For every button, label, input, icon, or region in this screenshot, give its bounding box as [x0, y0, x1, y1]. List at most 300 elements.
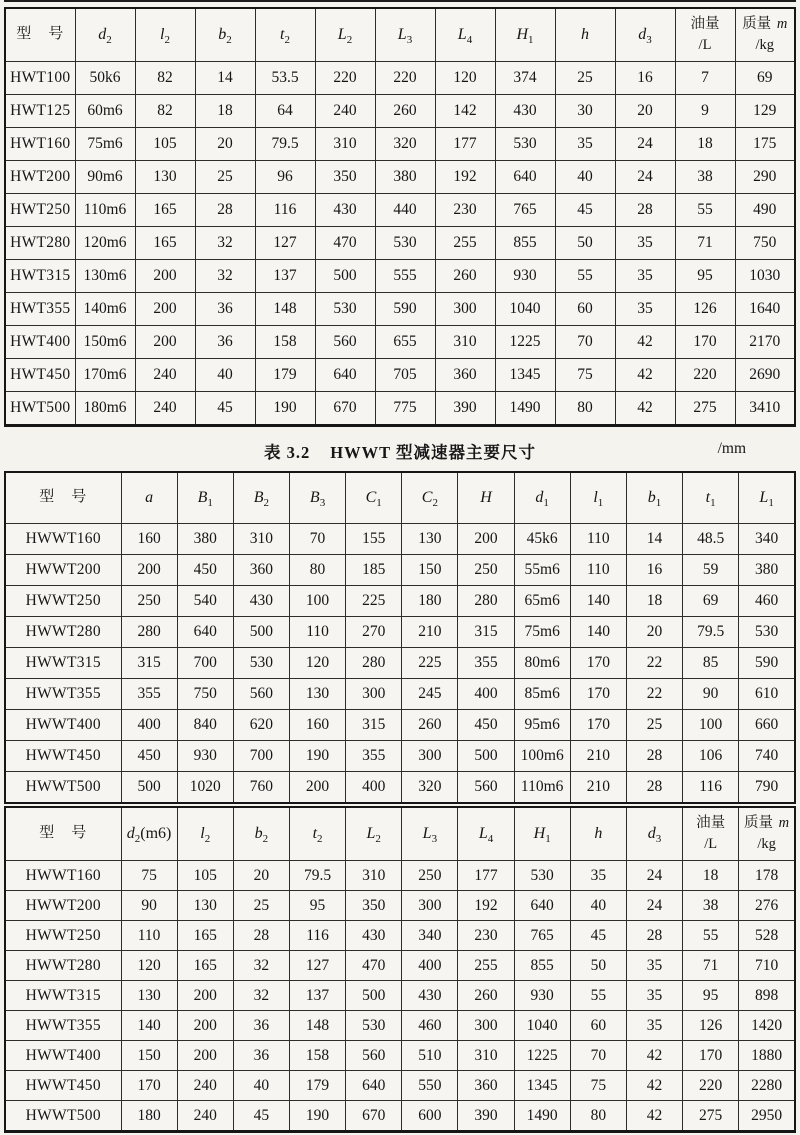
value-cell: 355 — [346, 741, 402, 772]
value-cell: 55m6 — [514, 555, 570, 586]
table-row — [5, 710, 795, 741]
value-cell: 2170 — [735, 326, 795, 359]
value-cell: 36 — [195, 293, 255, 326]
value-cell: 95 — [683, 981, 739, 1011]
value-cell: 50 — [555, 227, 615, 260]
value-cell: 775 — [375, 392, 435, 426]
value-cell: 42 — [615, 359, 675, 392]
value-cell: 1225 — [514, 1041, 570, 1071]
table-row — [5, 617, 795, 648]
model-cell: HWWT200 — [5, 555, 121, 586]
value-cell: 75 — [121, 861, 177, 891]
value-cell: 240 — [135, 359, 195, 392]
value-cell: 340 — [402, 921, 458, 951]
value-cell: 127 — [289, 951, 345, 981]
column-header: $H_1$ — [514, 807, 570, 861]
value-cell: 500 — [346, 981, 402, 1011]
column-header: 油量 /L — [683, 807, 739, 861]
value-cell: 740 — [739, 741, 795, 772]
value-cell: 3410 — [735, 392, 795, 426]
value-cell: 450 — [121, 741, 177, 772]
value-cell: 2690 — [735, 359, 795, 392]
value-cell: 280 — [458, 586, 514, 617]
value-cell: 640 — [514, 891, 570, 921]
value-cell: 550 — [402, 1071, 458, 1101]
value-cell: 69 — [683, 586, 739, 617]
value-cell: 170 — [570, 710, 626, 741]
value-cell: 110m6 — [514, 772, 570, 804]
value-cell: 160 — [121, 524, 177, 555]
value-cell: 700 — [233, 741, 289, 772]
value-cell: 790 — [739, 772, 795, 804]
value-cell: 315 — [458, 617, 514, 648]
value-cell: 640 — [495, 161, 555, 194]
value-cell: 35 — [570, 861, 626, 891]
column-header: 油量 /L — [675, 8, 735, 62]
column-header: $d_2(m6)$ — [121, 807, 177, 861]
column-header: 型 号 — [5, 8, 75, 62]
value-cell: 530 — [375, 227, 435, 260]
column-header: $b_2$ — [195, 8, 255, 62]
value-cell: 80 — [289, 555, 345, 586]
column-header: $t_2$ — [255, 8, 315, 62]
column-header: $l_2$ — [177, 807, 233, 861]
value-cell: 930 — [177, 741, 233, 772]
value-cell: 48.5 — [683, 524, 739, 555]
value-cell: 110 — [570, 524, 626, 555]
value-cell: 148 — [289, 1011, 345, 1041]
value-cell: 240 — [135, 392, 195, 426]
value-cell: 110m6 — [75, 194, 135, 227]
value-cell: 177 — [458, 861, 514, 891]
column-header: $L_2$ — [315, 8, 375, 62]
value-cell: 130m6 — [75, 260, 135, 293]
value-cell: 360 — [458, 1071, 514, 1101]
table-row — [5, 194, 795, 227]
table-row — [5, 891, 795, 921]
value-cell: 20 — [233, 861, 289, 891]
value-cell: 225 — [346, 586, 402, 617]
value-cell: 840 — [177, 710, 233, 741]
value-cell: 180m6 — [75, 392, 135, 426]
value-cell: 310 — [458, 1041, 514, 1071]
value-cell: 71 — [675, 227, 735, 260]
table-row — [5, 524, 795, 555]
value-cell: 190 — [289, 1101, 345, 1132]
value-cell: 530 — [739, 617, 795, 648]
value-cell: 75m6 — [514, 617, 570, 648]
value-cell: 28 — [615, 194, 675, 227]
value-cell: 660 — [739, 710, 795, 741]
value-cell: 320 — [375, 128, 435, 161]
value-cell: 36 — [233, 1041, 289, 1071]
value-cell: 210 — [402, 617, 458, 648]
table-row — [5, 861, 795, 891]
column-header: $t_1$ — [683, 472, 739, 524]
value-cell: 90 — [683, 679, 739, 710]
value-cell: 179 — [255, 359, 315, 392]
value-cell: 175 — [735, 128, 795, 161]
value-cell: 30 — [555, 95, 615, 128]
table-row — [5, 648, 795, 679]
value-cell: 116 — [289, 921, 345, 951]
table-caption — [4, 439, 796, 465]
value-cell: 400 — [402, 951, 458, 981]
value-cell: 126 — [683, 1011, 739, 1041]
value-cell: 120 — [435, 62, 495, 95]
column-header: $C_1$ — [346, 472, 402, 524]
value-cell: 400 — [121, 710, 177, 741]
model-cell: HWWT250 — [5, 586, 121, 617]
value-cell: 90 — [121, 891, 177, 921]
table-row — [5, 326, 795, 359]
value-cell: 1345 — [514, 1071, 570, 1101]
value-cell: 55 — [570, 981, 626, 1011]
value-cell: 300 — [346, 679, 402, 710]
value-cell: 300 — [402, 891, 458, 921]
model-cell: HWT100 — [5, 62, 75, 95]
value-cell: 16 — [626, 555, 682, 586]
value-cell: 150 — [402, 555, 458, 586]
value-cell: 260 — [402, 710, 458, 741]
value-cell: 36 — [195, 326, 255, 359]
column-header: $B_1$ — [177, 472, 233, 524]
value-cell: 1880 — [739, 1041, 795, 1071]
value-cell: 200 — [177, 1011, 233, 1041]
hwt-dimension-table — [4, 7, 796, 427]
model-cell: HWWT500 — [5, 1101, 121, 1132]
table-row — [5, 62, 795, 95]
value-cell: 500 — [121, 772, 177, 804]
model-cell: HWT280 — [5, 227, 75, 260]
value-cell: 158 — [289, 1041, 345, 1071]
model-cell: HWWT200 — [5, 891, 121, 921]
column-header: $B_2$ — [233, 472, 289, 524]
table-row — [5, 555, 795, 586]
value-cell: 35 — [615, 260, 675, 293]
caption-label: 表 3.2 — [264, 443, 311, 462]
value-cell: 165 — [177, 951, 233, 981]
value-cell: 230 — [458, 921, 514, 951]
value-cell: 555 — [375, 260, 435, 293]
value-cell: 90m6 — [75, 161, 135, 194]
value-cell: 18 — [195, 95, 255, 128]
value-cell: 22 — [626, 648, 682, 679]
value-cell: 178 — [739, 861, 795, 891]
value-cell: 140m6 — [75, 293, 135, 326]
value-cell: 55 — [683, 921, 739, 951]
value-cell: 374 — [495, 62, 555, 95]
value-cell: 355 — [121, 679, 177, 710]
value-cell: 140 — [121, 1011, 177, 1041]
value-cell: 750 — [735, 227, 795, 260]
value-cell: 640 — [315, 359, 375, 392]
value-cell: 79.5 — [289, 861, 345, 891]
value-cell: 18 — [675, 128, 735, 161]
value-cell: 45 — [570, 921, 626, 951]
value-cell: 28 — [626, 741, 682, 772]
model-cell: HWT450 — [5, 359, 75, 392]
value-cell: 260 — [435, 260, 495, 293]
value-cell: 40 — [233, 1071, 289, 1101]
table-row — [5, 586, 795, 617]
value-cell: 25 — [233, 891, 289, 921]
value-cell: 60 — [570, 1011, 626, 1041]
value-cell: 765 — [514, 921, 570, 951]
value-cell: 165 — [135, 194, 195, 227]
value-cell: 18 — [683, 861, 739, 891]
value-cell: 75 — [555, 359, 615, 392]
value-cell: 930 — [514, 981, 570, 1011]
value-cell: 200 — [458, 524, 514, 555]
value-cell: 42 — [626, 1071, 682, 1101]
value-cell: 14 — [195, 62, 255, 95]
value-cell: 22 — [626, 679, 682, 710]
value-cell: 440 — [375, 194, 435, 227]
value-cell: 275 — [683, 1101, 739, 1132]
value-cell: 190 — [255, 392, 315, 426]
value-cell: 96 — [255, 161, 315, 194]
value-cell: 255 — [435, 227, 495, 260]
value-cell: 35 — [615, 293, 675, 326]
table-row — [5, 1071, 795, 1101]
value-cell: 95 — [289, 891, 345, 921]
table-row — [5, 161, 795, 194]
value-cell: 42 — [615, 326, 675, 359]
value-cell: 1640 — [735, 293, 795, 326]
value-cell: 28 — [195, 194, 255, 227]
page-top-rule — [4, 0, 796, 2]
value-cell: 190 — [289, 741, 345, 772]
table-row — [5, 293, 795, 326]
value-cell: 142 — [435, 95, 495, 128]
model-cell: HWWT400 — [5, 1041, 121, 1071]
value-cell: 80 — [570, 1101, 626, 1132]
value-cell: 85 — [683, 648, 739, 679]
value-cell: 200 — [177, 981, 233, 1011]
model-cell: HWWT500 — [5, 772, 121, 804]
table-row — [5, 1011, 795, 1041]
column-header: $L_3$ — [375, 8, 435, 62]
value-cell: 170 — [675, 326, 735, 359]
value-cell: 9 — [675, 95, 735, 128]
model-cell: HWWT315 — [5, 981, 121, 1011]
value-cell: 170 — [121, 1071, 177, 1101]
value-cell: 245 — [402, 679, 458, 710]
model-cell: HWWT355 — [5, 679, 121, 710]
value-cell: 110 — [570, 555, 626, 586]
value-cell: 179 — [289, 1071, 345, 1101]
value-cell: 120m6 — [75, 227, 135, 260]
value-cell: 170 — [570, 679, 626, 710]
value-cell: 32 — [195, 227, 255, 260]
column-header: $L_2$ — [346, 807, 402, 861]
value-cell: 25 — [195, 161, 255, 194]
model-cell: HWWT160 — [5, 524, 121, 555]
column-header: H — [458, 472, 514, 524]
column-header: h — [555, 8, 615, 62]
value-cell: 1020 — [177, 772, 233, 804]
value-cell: 390 — [458, 1101, 514, 1132]
value-cell: 95 — [675, 260, 735, 293]
value-cell: 700 — [177, 648, 233, 679]
table-row — [5, 1101, 795, 1132]
value-cell: 59 — [683, 555, 739, 586]
column-header: $l_1$ — [570, 472, 626, 524]
value-cell: 165 — [135, 227, 195, 260]
hwwt-main-dimension-table — [4, 471, 796, 804]
value-cell: 240 — [315, 95, 375, 128]
value-cell: 640 — [177, 617, 233, 648]
value-cell: 137 — [255, 260, 315, 293]
column-header: $t_2$ — [289, 807, 345, 861]
value-cell: 500 — [233, 617, 289, 648]
value-cell: 430 — [346, 921, 402, 951]
value-cell: 560 — [458, 772, 514, 804]
model-cell: HWWT450 — [5, 741, 121, 772]
value-cell: 360 — [435, 359, 495, 392]
value-cell: 110 — [121, 921, 177, 951]
value-cell: 320 — [402, 772, 458, 804]
value-cell: 275 — [675, 392, 735, 426]
value-cell: 140 — [570, 617, 626, 648]
value-cell: 705 — [375, 359, 435, 392]
table-row — [5, 359, 795, 392]
value-cell: 600 — [402, 1101, 458, 1132]
value-cell: 120 — [289, 648, 345, 679]
value-cell: 855 — [495, 227, 555, 260]
value-cell: 540 — [177, 586, 233, 617]
value-cell: 350 — [346, 891, 402, 921]
value-cell: 220 — [375, 62, 435, 95]
value-cell: 490 — [735, 194, 795, 227]
column-header: 质量 m /kg — [739, 807, 795, 861]
value-cell: 225 — [402, 648, 458, 679]
value-cell: 430 — [495, 95, 555, 128]
value-cell: 460 — [739, 586, 795, 617]
value-cell: 1030 — [735, 260, 795, 293]
value-cell: 220 — [675, 359, 735, 392]
value-cell: 130 — [135, 161, 195, 194]
value-cell: 2280 — [739, 1071, 795, 1101]
value-cell: 200 — [289, 772, 345, 804]
value-cell: 100 — [683, 710, 739, 741]
value-cell: 170 — [570, 648, 626, 679]
model-cell: HWT160 — [5, 128, 75, 161]
value-cell: 71 — [683, 951, 739, 981]
value-cell: 100 — [289, 586, 345, 617]
value-cell: 42 — [626, 1101, 682, 1132]
value-cell: 530 — [495, 128, 555, 161]
header-row — [5, 8, 795, 62]
value-cell: 310 — [346, 861, 402, 891]
value-cell: 470 — [346, 951, 402, 981]
value-cell: 25 — [555, 62, 615, 95]
value-cell: 42 — [626, 1041, 682, 1071]
value-cell: 82 — [135, 62, 195, 95]
value-cell: 130 — [289, 679, 345, 710]
value-cell: 2950 — [739, 1101, 795, 1132]
value-cell: 310 — [435, 326, 495, 359]
value-cell: 105 — [135, 128, 195, 161]
value-cell: 130 — [121, 981, 177, 1011]
value-cell: 530 — [233, 648, 289, 679]
column-header: 质量 m /kg — [735, 8, 795, 62]
value-cell: 655 — [375, 326, 435, 359]
value-cell: 255 — [458, 951, 514, 981]
value-cell: 200 — [177, 1041, 233, 1071]
value-cell: 1420 — [739, 1011, 795, 1041]
model-cell: HWT400 — [5, 326, 75, 359]
value-cell: 620 — [233, 710, 289, 741]
value-cell: 45k6 — [514, 524, 570, 555]
value-cell: 760 — [233, 772, 289, 804]
value-cell: 530 — [346, 1011, 402, 1041]
table-row — [5, 128, 795, 161]
value-cell: 250 — [458, 555, 514, 586]
table-row — [5, 772, 795, 804]
value-cell: 450 — [177, 555, 233, 586]
value-cell: 528 — [739, 921, 795, 951]
column-header: $L_1$ — [739, 472, 795, 524]
value-cell: 200 — [121, 555, 177, 586]
value-cell: 170m6 — [75, 359, 135, 392]
value-cell: 530 — [315, 293, 375, 326]
caption-center — [4, 439, 796, 463]
model-cell: HWWT280 — [5, 951, 121, 981]
value-cell: 79.5 — [255, 128, 315, 161]
hwwt-ext-dimension-table — [4, 806, 796, 1133]
value-cell: 200 — [135, 326, 195, 359]
value-cell: 1490 — [514, 1101, 570, 1132]
value-cell: 1040 — [495, 293, 555, 326]
value-cell: 430 — [233, 586, 289, 617]
model-cell: HWWT450 — [5, 1071, 121, 1101]
value-cell: 270 — [346, 617, 402, 648]
value-cell: 106 — [683, 741, 739, 772]
value-cell: 85m6 — [514, 679, 570, 710]
value-cell: 35 — [615, 227, 675, 260]
table-row — [5, 95, 795, 128]
value-cell: 40 — [555, 161, 615, 194]
value-cell: 430 — [402, 981, 458, 1011]
value-cell: 170 — [683, 1041, 739, 1071]
value-cell: 300 — [458, 1011, 514, 1041]
value-cell: 80 — [555, 392, 615, 426]
value-cell: 560 — [233, 679, 289, 710]
header-row — [5, 472, 795, 524]
value-cell: 350 — [315, 161, 375, 194]
model-cell: HWT200 — [5, 161, 75, 194]
value-cell: 898 — [739, 981, 795, 1011]
value-cell: 20 — [615, 95, 675, 128]
column-header: $H_1$ — [495, 8, 555, 62]
value-cell: 530 — [514, 861, 570, 891]
value-cell: 129 — [735, 95, 795, 128]
value-cell: 70 — [555, 326, 615, 359]
value-cell: 310 — [233, 524, 289, 555]
table-row — [5, 921, 795, 951]
value-cell: 230 — [435, 194, 495, 227]
value-cell: 100m6 — [514, 741, 570, 772]
value-cell: 53.5 — [255, 62, 315, 95]
value-cell: 120 — [121, 951, 177, 981]
value-cell: 18 — [626, 586, 682, 617]
value-cell: 710 — [739, 951, 795, 981]
value-cell: 315 — [346, 710, 402, 741]
value-cell: 28 — [233, 921, 289, 951]
value-cell: 380 — [375, 161, 435, 194]
